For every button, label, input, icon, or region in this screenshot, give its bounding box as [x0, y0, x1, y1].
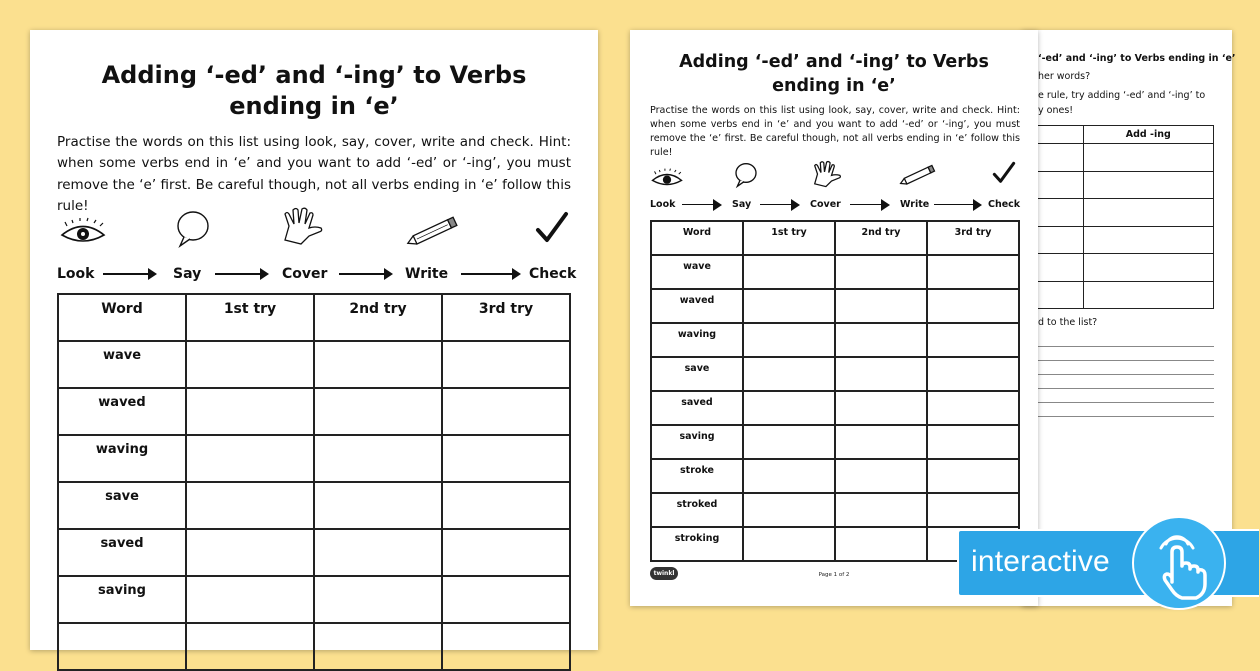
page-2-instruction-end: y ones!: [1038, 105, 1074, 116]
eye-icon: [59, 220, 107, 246]
step-write: Write: [405, 266, 449, 282]
try-cell[interactable]: [314, 623, 442, 670]
check-mark-icon: [535, 212, 569, 244]
table-row: [58, 341, 570, 388]
page-2-title: ‘-ed’ and ‘-ing’ to Verbs ending in ‘e’: [1038, 53, 1236, 64]
try-cell[interactable]: [927, 289, 1019, 323]
table-row: [58, 623, 570, 670]
try-cell[interactable]: [743, 459, 835, 493]
table-row: [651, 289, 1019, 323]
try-cell[interactable]: [186, 388, 314, 435]
step-look: Look: [650, 199, 676, 210]
try-cell[interactable]: [442, 388, 570, 435]
eye-icon: [650, 170, 684, 188]
try-cell[interactable]: [314, 576, 442, 623]
try-cell[interactable]: [835, 425, 927, 459]
header-2nd-try: 2nd try: [314, 294, 442, 341]
spelling-table: [57, 293, 571, 671]
try-cell[interactable]: [927, 357, 1019, 391]
table-row: [58, 576, 570, 623]
try-cell[interactable]: [743, 493, 835, 527]
answer-cell[interactable]: [1083, 254, 1214, 282]
page-number: Page 1 of 2: [818, 572, 850, 578]
word-cell: wave: [58, 341, 186, 388]
pencil-icon: [898, 166, 938, 184]
step-say: Say: [173, 266, 202, 282]
header-word: Word: [58, 294, 186, 341]
look-say-cover-write-check-strip: [650, 170, 1020, 210]
table-row: [651, 255, 1019, 289]
worksheet-page-1: [630, 30, 1038, 606]
try-cell[interactable]: [835, 289, 927, 323]
step-cover: Cover: [282, 266, 328, 282]
try-cell[interactable]: [835, 493, 927, 527]
page-2-list-question: d to the list?: [1038, 317, 1098, 328]
instructions-text: Practise the words on this list using look, say, cover, write and check. Hint: when some verbs end in ‘e’ and you want to add ‘-ed’ or ‘-ing’, you must remove the ‘e’ first. Be careful though, not all verbs ending in ‘e’ follow this rule!: [57, 134, 571, 214]
try-cell[interactable]: [442, 529, 570, 576]
writing-line[interactable]: [1038, 346, 1214, 347]
writing-line[interactable]: [1038, 388, 1214, 389]
writing-line[interactable]: [1038, 402, 1214, 403]
hand-icon: [279, 206, 329, 246]
try-cell[interactable]: [442, 482, 570, 529]
header-3rd-try: 3rd try: [927, 221, 1019, 255]
check-mark-icon: [992, 162, 1016, 184]
try-cell[interactable]: [743, 323, 835, 357]
try-cell[interactable]: [927, 459, 1019, 493]
touch-hand-button[interactable]: [1132, 516, 1226, 610]
word-cell: wave: [651, 255, 743, 289]
header-1st-try: 1st try: [743, 221, 835, 255]
try-cell[interactable]: [186, 482, 314, 529]
try-cell[interactable]: [442, 623, 570, 670]
word-cell: stroking: [651, 527, 743, 561]
hand-icon: [810, 160, 846, 188]
try-cell[interactable]: [743, 425, 835, 459]
table-row: [651, 493, 1019, 527]
try-cell[interactable]: [743, 289, 835, 323]
answer-cell[interactable]: [1083, 226, 1214, 254]
try-cell[interactable]: [835, 459, 927, 493]
try-cell[interactable]: [927, 391, 1019, 425]
worksheet-title: Adding ‘-ed’ and ‘-ing’ to Verbs ending in ‘e’: [679, 52, 989, 96]
try-cell[interactable]: [186, 341, 314, 388]
speech-bubble-icon: [175, 210, 211, 248]
try-cell[interactable]: [186, 623, 314, 670]
try-cell[interactable]: [314, 341, 442, 388]
try-cell[interactable]: [314, 435, 442, 482]
try-cell[interactable]: [835, 255, 927, 289]
try-cell[interactable]: [743, 391, 835, 425]
page-2-question: her words?: [1038, 71, 1091, 82]
word-cell: saving: [651, 425, 743, 459]
arrow-icon: [682, 204, 720, 206]
answer-cell[interactable]: [1083, 171, 1214, 199]
try-cell[interactable]: [314, 482, 442, 529]
arrow-icon: [339, 273, 391, 275]
word-cell: waving: [651, 323, 743, 357]
try-cell[interactable]: [186, 435, 314, 482]
try-cell[interactable]: [743, 357, 835, 391]
word-cell: saved: [651, 391, 743, 425]
word-cell: save: [651, 357, 743, 391]
step-look: Look: [57, 266, 95, 282]
try-cell[interactable]: [927, 255, 1019, 289]
spelling-table: [650, 220, 1020, 562]
try-cell[interactable]: [927, 323, 1019, 357]
touch-hand-icon: [1132, 516, 1226, 610]
writing-line[interactable]: [1038, 416, 1214, 417]
table-header-row: [651, 221, 1019, 255]
step-cover: Cover: [810, 199, 841, 210]
step-say: Say: [732, 199, 752, 210]
arrow-icon: [215, 273, 267, 275]
try-cell[interactable]: [835, 391, 927, 425]
table-row: [58, 482, 570, 529]
word-cell: waved: [651, 289, 743, 323]
try-cell[interactable]: [442, 435, 570, 482]
step-write: Write: [900, 199, 930, 210]
table-row: [651, 357, 1019, 391]
step-check: Check: [529, 266, 577, 282]
word-cell: stroke: [651, 459, 743, 493]
word-cell: save: [58, 482, 186, 529]
try-cell[interactable]: [835, 323, 927, 357]
pencil-icon: [405, 218, 461, 244]
try-cell[interactable]: [314, 388, 442, 435]
word-cell: [58, 623, 186, 670]
answer-cell[interactable]: [1083, 281, 1214, 309]
try-cell[interactable]: [835, 357, 927, 391]
try-cell[interactable]: [927, 493, 1019, 527]
header-word: Word: [651, 221, 743, 255]
try-cell[interactable]: [186, 576, 314, 623]
page-2-instruction: e rule, try adding ‘-ed’ and ‘-ing’ to: [1038, 90, 1206, 101]
worksheet-title: Adding ‘-ed’ and ‘-ing’ to Verbs ending in ‘e’: [101, 61, 527, 120]
table-row: [651, 323, 1019, 357]
instructions-text: Practise the words on this list using look, say, cover, write and check. Hint: when some verbs end in ‘e’ and you want to add ‘-ed’ or ‘-ing’, you must remove the ‘e’ first. Be careful though, not all verbs ending in ‘e’ follow this rule!: [650, 105, 1020, 158]
arrow-icon: [850, 204, 888, 206]
arrow-icon: [934, 204, 980, 206]
table-row: [58, 435, 570, 482]
table-header-row: [58, 294, 570, 341]
twinkl-logo: twinkl: [650, 567, 678, 580]
try-cell[interactable]: [927, 425, 1019, 459]
worksheet-page-large: [30, 30, 598, 650]
try-cell[interactable]: [314, 529, 442, 576]
speech-bubble-icon: [734, 162, 758, 188]
writing-line[interactable]: [1038, 360, 1214, 361]
answer-cell[interactable]: [1083, 199, 1214, 227]
word-cell: waving: [58, 435, 186, 482]
try-cell[interactable]: [835, 527, 927, 561]
try-cell[interactable]: [442, 341, 570, 388]
arrow-icon: [461, 273, 519, 275]
arrow-icon: [760, 204, 798, 206]
look-say-cover-write-check-strip: [57, 216, 577, 282]
word-cell: stroked: [651, 493, 743, 527]
arrow-icon: [103, 273, 155, 275]
table-row: [651, 459, 1019, 493]
header-2nd-try: 2nd try: [835, 221, 927, 255]
writing-line[interactable]: [1038, 374, 1214, 375]
try-cell[interactable]: [743, 255, 835, 289]
try-cell[interactable]: [743, 527, 835, 561]
answer-cell[interactable]: [1083, 144, 1214, 172]
interactive-label: interactive: [971, 545, 1110, 578]
table-row: [651, 391, 1019, 425]
table-row: [58, 388, 570, 435]
word-cell: saving: [58, 576, 186, 623]
step-check: Check: [988, 199, 1021, 210]
table-row: [651, 425, 1019, 459]
try-cell[interactable]: [186, 529, 314, 576]
table-row: [58, 529, 570, 576]
try-cell[interactable]: [442, 576, 570, 623]
word-cell: saved: [58, 529, 186, 576]
header-3rd-try: 3rd try: [442, 294, 570, 341]
header-1st-try: 1st try: [186, 294, 314, 341]
word-cell: waved: [58, 388, 186, 435]
header-add-ing: Add -ing: [1083, 126, 1214, 144]
